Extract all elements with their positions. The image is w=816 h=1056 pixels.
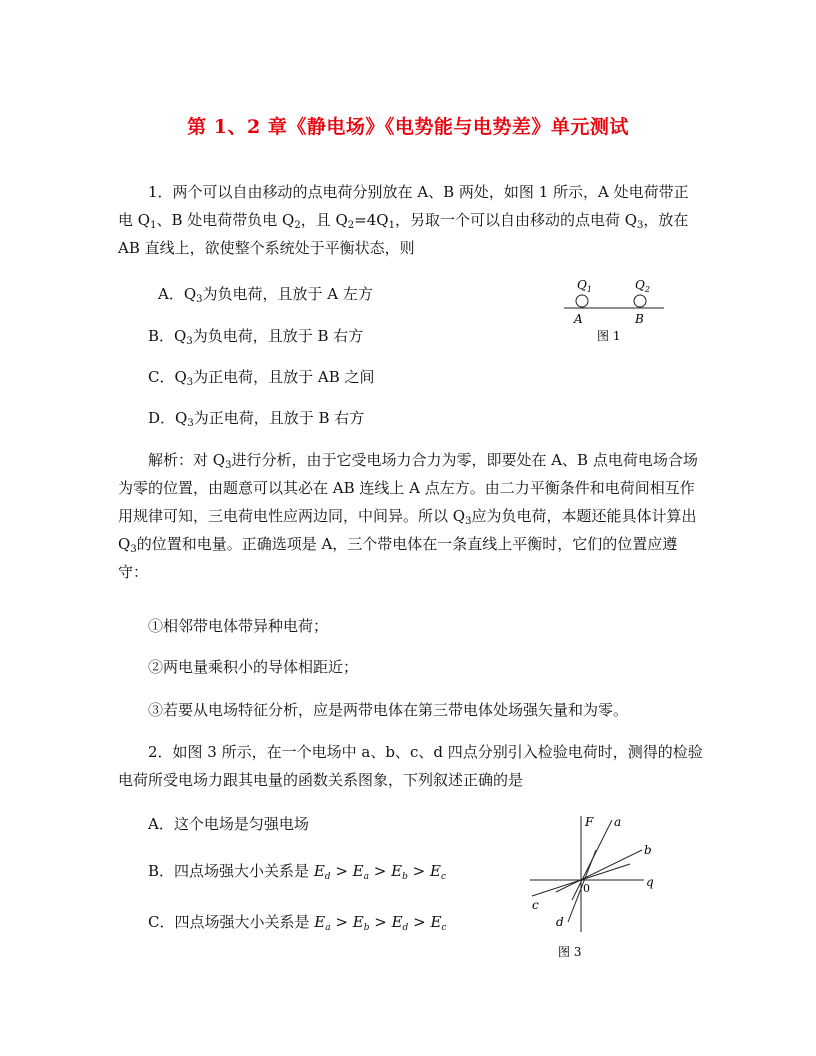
q2-option-c: C．四点场强大小关系是 $E_a > E_b > E_d > E_c$: [148, 913, 447, 933]
q2-option-b: B．四点场强大小关系是 $E_d > E_a > E_b > E_c$: [148, 862, 446, 882]
q1-stem: 1．两个可以自由移动的点电荷分别放在 A、B 两处，如图 1 所示，A 处电荷带正电 $Q_1$、B 处电荷带负电 $Q_2$，且 $Q_2=4Q_1$，另取一个可以自由移动的点电荷 $Q_3$，放在 AB 直线上，欲使整个系统处于平衡状态，则: [118, 183, 689, 257]
fig1-caption: 图 1: [597, 329, 621, 343]
fig3-f-label: F: [585, 815, 594, 829]
fig1-q1-label: $Q_1$: [577, 278, 592, 294]
q1-option-d: D．$Q_3$为正电荷，且放于 B 右方: [148, 409, 365, 429]
q1-option-b: B．$Q_3$为负电荷，且放于 B 右方: [148, 327, 364, 347]
fig3-d-label: d: [556, 915, 564, 929]
fig1-a-label: A: [574, 312, 583, 326]
fig3-c-label: c: [532, 898, 539, 912]
fig1-b-label: B: [635, 312, 644, 326]
q1-analysis: 解析：对 $Q_3$进行分析，由于它受电场力合力为零，即要处在 A、B 点电荷电场合场为零的位置，由题意可以其必在 AB 连线上 A 点左方。由二力平衡条件和电荷间相互作用规律可知，三电荷电性应两边同，中间异。所以 $Q_3$应为负电荷，本题还能具体计算出 $Q_3$的位置和电量。正确选项是 A，三个带电体在一条直线上平衡时，它们的位置应遵守：: [118, 451, 698, 581]
fig3-origin-label: 0: [583, 882, 590, 895]
q1-rule-1: ①相邻带电体带异种电荷；: [148, 617, 329, 635]
fig3-caption: 图 3: [558, 945, 582, 959]
fig3-q-label: q: [646, 875, 654, 889]
figure-3: [526, 810, 676, 962]
fig3-b-label: b: [644, 843, 652, 857]
page-title: 第 1、2 章《静电场》《电势能与电势差》单元测试: [187, 116, 629, 138]
q2-option-a: A．这个电场是匀强电场: [148, 815, 309, 833]
q1-option-c: C．$Q_3$为正电荷，且放于 AB 之间: [148, 368, 375, 388]
fig3-a-label: a: [614, 815, 622, 829]
q1-rule-3: ③若要从电场特征分析，应是两带电体在第三带电体处场强矢量和为零。: [148, 701, 629, 719]
q1-option-a: A．$Q_3$为负电荷，且放于 A 左方: [158, 285, 373, 305]
fig3-line-d: [568, 850, 596, 922]
q1-rule-2: ②两电量乘积小的导体相距近；: [148, 658, 359, 676]
figure-1: [560, 276, 670, 346]
q2-stem: 2．如图 3 所示，在一个电场中 a、b、c、d 四点分别引入检验电荷时，测得的检验电荷所受电场力跟其电量的函数关系图象，下列叙述正确的是: [118, 743, 703, 789]
fig1-q2-label: $Q_2$: [635, 278, 650, 294]
fig1-charge-b: [634, 295, 646, 307]
fig3-line-b: [556, 850, 642, 892]
fig1-charge-a: [576, 295, 588, 307]
